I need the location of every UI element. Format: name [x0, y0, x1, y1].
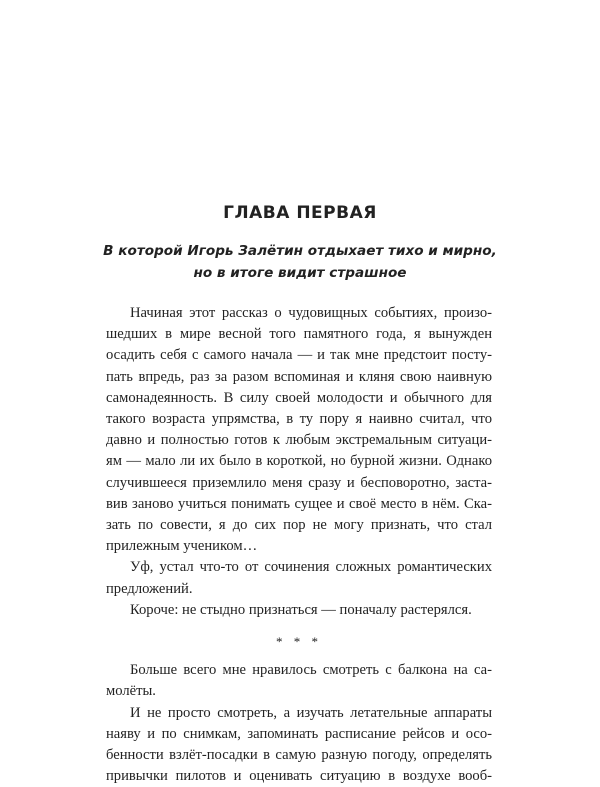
text-line: давно и полностью готов к любым экстремальным ситуаци-	[106, 432, 492, 449]
chapter-body	[106, 303, 492, 787]
paragraph	[106, 303, 492, 557]
subtitle-line: В которой Игорь Залётин отдыхает тихо и мирно,	[103, 243, 497, 259]
text-line: привычки пилотов и оценивать ситуацию в воздухе вооб-	[106, 768, 492, 785]
text-line: прилежным учеником…	[106, 538, 258, 555]
text-line: случившееся приземлило меня сразу и бесповоротно, заста-	[106, 474, 492, 491]
text-line: Больше всего мне нравилось смотреть с балкона на са-	[130, 662, 492, 679]
text-line: предложений.	[106, 580, 193, 597]
text-line: Начиная этот рассказ о чудовищных событиях, произо-	[130, 305, 492, 321]
text-line: ям — мало ли их было в короткой, но бурной жизни. Однако	[106, 453, 492, 470]
section-separator: * * *	[276, 634, 322, 650]
text-line: самонадеянность. В силу своей молодости и обычного для	[106, 389, 492, 406]
text-line: такого возраста упрямства, в ту пору я наивно считал, что	[106, 411, 492, 428]
paragraph	[106, 557, 492, 599]
text-line: молёты.	[106, 683, 156, 700]
text-line: И не просто смотреть, а изучать летательные аппараты	[130, 704, 492, 721]
text-line: наяву и по снимкам, запоминать расписание рейсов и осо-	[106, 725, 492, 742]
paragraph	[106, 600, 492, 621]
text-line: вив заново учиться понимать сущее и своё место в нём. Ска-	[106, 495, 492, 512]
paragraph	[106, 660, 492, 702]
text-line: бенности взлёт-посадки в самую разную погоду, определять	[106, 747, 492, 764]
paragraph	[106, 703, 492, 787]
subtitle-line: но в итоге видит страшное	[193, 265, 407, 281]
text-line: осадить себя с самого начала — и так мне предстоит посту-	[106, 347, 492, 364]
text-line: шедших в мире весной того памятного года, я вынужден	[106, 326, 492, 343]
text-line: Короче: не стыдно признаться — поначалу растерялся.	[130, 601, 472, 618]
chapter-subtitle	[0, 240, 600, 284]
text-line: Уф, устал что-то от сочинения сложных романтических	[130, 559, 492, 576]
text-line: пать впредь, раз за разом вспоминая и кляня свою наивную	[106, 368, 492, 385]
text-line: зать по совести, я до сих пор не могу признать, что стал	[106, 517, 492, 534]
chapter-title: ГЛАВА ПЕРВАЯ	[223, 203, 377, 223]
